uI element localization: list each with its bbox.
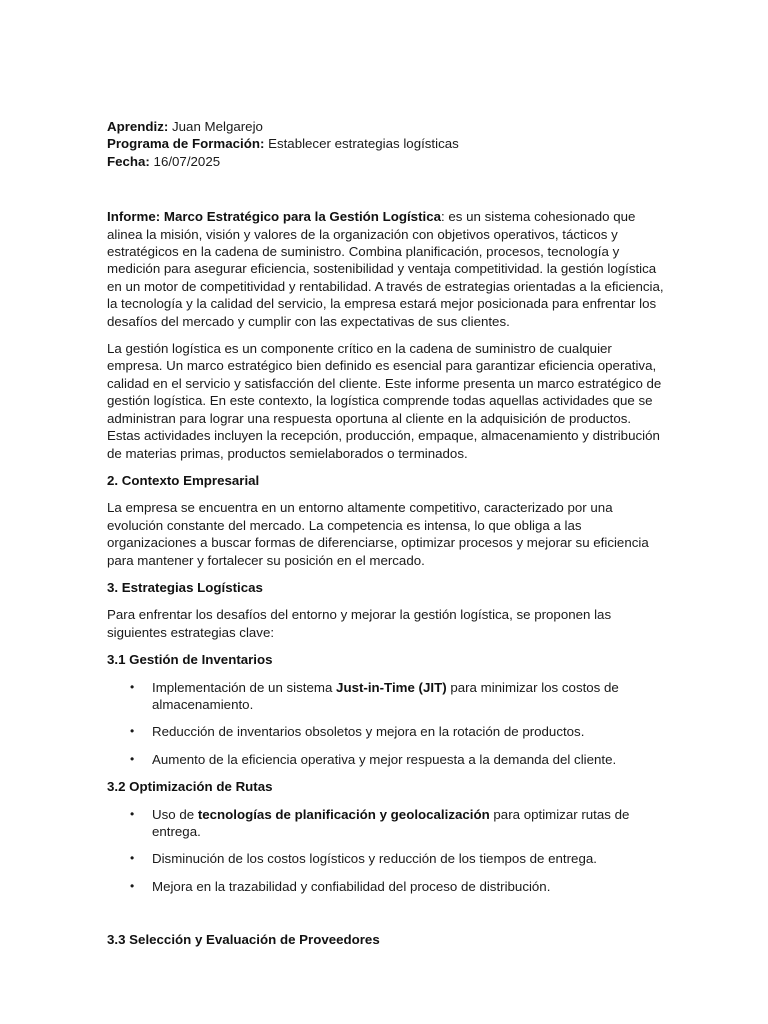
fecha-value: 16/07/2025: [149, 153, 221, 169]
bullet-icon: •: [130, 851, 135, 866]
programa-value: Establecer estrategias logísticas: [264, 136, 459, 152]
section-3-1-heading: 3.1 Gestión de Inventarios: [107, 652, 273, 668]
routes-list: [107, 806, 667, 896]
list-item-text: para optimizar rutas de entrega.: [152, 806, 630, 839]
bullet-icon: •: [130, 751, 135, 766]
section-3-paragraph: Para enfrentar los desafíos del entorno y mejorar la gestión logística, se proponen las siguientes estrategias clave:: [107, 607, 612, 640]
list-item: [107, 751, 667, 768]
list-item-emphasis: Just-in-Time (JIT): [336, 679, 447, 695]
document-content: [107, 118, 667, 959]
list-item-text: para minimizar los costos de almacenamiento.: [152, 679, 619, 712]
bullet-icon: •: [130, 679, 135, 694]
list-item-text: Reducción de inventarios obsoletos y mejora en la rotación de productos.: [152, 724, 585, 740]
inventory-list: [107, 679, 667, 769]
list-item-text: Disminución de los costos logísticos y reducción de los tiempos de entrega.: [152, 851, 597, 867]
aprendiz-label: Aprendiz:: [107, 119, 169, 134]
informe-paragraph: [107, 208, 667, 330]
section-3-3-heading: 3.3 Selección y Evaluación de Proveedores: [107, 932, 380, 948]
bullet-icon: •: [130, 878, 135, 893]
list-item-text: Aumento de la eficiencia operativa y mejor respuesta a la demanda del cliente.: [152, 751, 617, 767]
list-item-text: Uso de: [152, 806, 198, 822]
list-item-text: Implementación de un sistema: [152, 679, 337, 695]
fecha-label: Fecha:: [107, 153, 150, 169]
list-item: [107, 850, 667, 867]
list-item: [107, 723, 667, 740]
bullet-icon: •: [130, 806, 135, 821]
list-item: [107, 806, 667, 841]
list-item-text: Mejora en la trazabilidad y confiabilidad del proceso de distribución.: [152, 878, 551, 894]
section-3-2-heading: 3.2 Optimización de Rutas: [107, 779, 273, 795]
aprendiz-line: [107, 118, 667, 135]
informe-title: Informe: Marco Estratégico para la Gestión Logística: [107, 209, 441, 225]
programa-label: Programa de Formación:: [107, 136, 265, 152]
bullet-icon: •: [130, 724, 135, 739]
fecha-line: [107, 153, 667, 170]
aprendiz-value: Juan Melgarejo: [168, 119, 263, 134]
programa-line: [107, 135, 667, 152]
list-item: [107, 878, 667, 895]
list-item-emphasis: tecnologías de planificación y geolocalización: [197, 806, 490, 822]
document-header: [107, 118, 667, 170]
informe-text: : es un sistema cohesionado que alinea la misión, visión y valores de la organización con objetivos operativos, tácticos y estratégicos en la cadena de suministro. Combina planificación, procesos, tecnología y medición para asegurar eficiencia, sostenibilidad y ventaja competitividad. la gestión logística en un motor de competitividad y rentabilidad. A través de estrategias orientadas a la eficiencia, la tecnología y la calidad del servicio, la empresa estará mejor posicionada para enfrentar los desafíos del mercado y cumplir con las expectativas de sus clientes.: [107, 209, 664, 329]
intro-paragraph: La gestión logística es un componente crítico en la cadena de suministro de cualquier empresa. Un marco estratégico bien definido es esencial para garantizar eficiencia operativa, calidad en el servicio y satisfacción del cliente. Este informe presenta un marco estratégico de gestión logística. En este contexto, la logística comprende todas aquellas actividades que se administran para lograr una respuesta oportuna al cliente en la adquisición de productos. Estas actividades incluyen la recepción, producción, empaque, almacenamiento y distribución de materias primas, productos semielaborados o terminados.: [107, 341, 662, 461]
list-item: [107, 679, 667, 714]
section-3-heading: 3. Estrategias Logísticas: [107, 579, 263, 595]
section-2-heading: 2. Contexto Empresarial: [107, 472, 260, 488]
section-2-paragraph: La empresa se encuentra en un entorno altamente competitivo, caracterizado por una evolución constante del mercado. La competencia es intensa, lo que obliga a las organizaciones a buscar formas de diferenciarse, optimizar procesos y mejorar su eficiencia para mantener y fortalecer su posición en el mercado.: [107, 500, 649, 568]
